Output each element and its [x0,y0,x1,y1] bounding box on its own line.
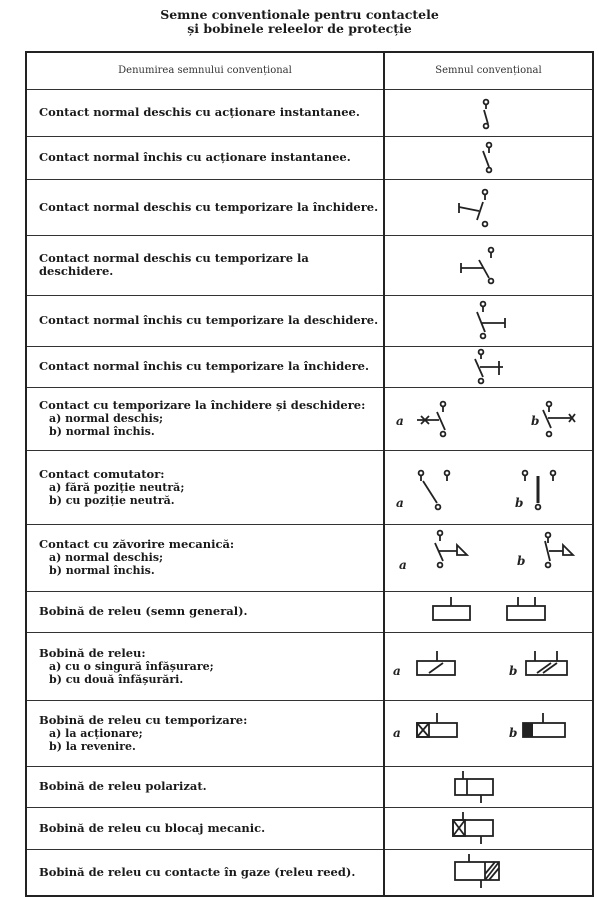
symbol-cell [384,235,593,295]
page-title-line2: și bobinele releelor de protecție [187,21,412,36]
row-subitem: a) fără poziție neutră; [49,480,185,494]
contact-nc-delay-close-symbol [385,347,594,387]
label-b: b [515,495,524,510]
row-subitem: a) la acționare; [49,726,143,740]
label-a: a [396,495,404,510]
table-row [26,89,593,136]
relay-coil-delay-symbol [385,701,594,766]
row-subitem: b) la revenire. [49,739,136,753]
label-a: a [393,663,401,678]
row-name: Contact normal închis cu temporizare la închidere. [26,346,384,387]
symbol-cell [384,632,593,700]
row-subitem: b) cu poziție neutră. [49,493,175,507]
label-a: a [396,413,404,428]
page-title-line1: Semne conventionale pentru contactele [160,7,439,22]
row-name-text: Contact comutator: [39,466,165,481]
symbol-cell [384,849,593,896]
table-row [26,524,593,591]
row-name: Contact normal închis cu temporizare la deschidere. [26,295,384,346]
symbol-cell [384,807,593,849]
table-row [26,179,593,235]
row-name: Contact normal închis cu acționare instantanee. [26,136,384,179]
label-b: b [531,413,540,428]
relay-coil-polarized-symbol [385,767,594,807]
symbol-cell [384,450,593,524]
contact-no-instant-symbol [385,90,594,136]
table-row [26,235,593,295]
row-subitem: a) normal deschis; [49,412,164,425]
relay-coil-mechanical-lock-symbol [385,808,594,849]
label-a: a [393,725,401,740]
table-header-row [26,52,593,89]
symbols-table [25,51,594,897]
label-b: b [509,663,518,678]
label-b: b [517,553,526,568]
table-row [26,632,593,700]
table-row [26,766,593,807]
header-name: Denumirea semnului convențional [26,52,384,89]
row-name [26,632,384,700]
symbol-cell [384,179,593,235]
contact-nc-delay-open-symbol [385,296,594,346]
row-name: Bobină de releu cu contacte în gaze (releu reed). [26,849,384,896]
label-a: a [399,557,407,572]
symbol-cell [384,89,593,136]
table-row [26,849,593,896]
row-name [26,524,384,591]
contact-no-delay-close-symbol [385,180,594,235]
symbol-cell [384,387,593,450]
row-name-text: Contact cu zăvorire mecanică: [39,537,235,551]
relay-coil-general-symbol [385,592,594,632]
contact-changeover-symbol [385,451,594,524]
row-name [26,700,384,766]
table-row [26,591,593,632]
relay-coil-reed-symbol [385,850,594,895]
table-row [26,387,593,450]
row-name: Contact normal deschis cu acționare instantanee. [26,89,384,136]
row-name: Bobină de releu polarizat. [26,766,384,807]
row-name-text: Bobină de releu: [39,645,146,660]
row-subitem: b) cu două înfășurări. [49,672,184,686]
row-subitem: b) normal închis. [49,564,155,577]
table-row [26,700,593,766]
row-name-text: Bobină de releu cu temporizare: [39,712,248,727]
contact-no-delay-open-symbol [385,236,594,295]
table-row [26,136,593,179]
row-name [26,450,384,524]
contact-nc-instant-symbol [385,137,594,179]
table-row [26,807,593,849]
table-row [26,450,593,524]
contact-latched-symbol [385,525,594,591]
symbol-cell [384,591,593,632]
relay-coil-windings-symbol [385,633,594,700]
row-subitem: a) normal deschis; [49,551,164,564]
table-row [26,295,593,346]
row-name-text: Contact cu temporizare la închidere și deschidere: [39,398,366,412]
row-name: Bobină de releu (semn general). [26,591,384,632]
row-name [26,387,384,450]
symbol-cell [384,295,593,346]
table-row [26,346,593,387]
row-name: Bobină de releu cu blocaj mecanic. [26,807,384,849]
symbol-cell [384,346,593,387]
row-subitem: a) cu o singură înfășurare; [49,659,214,673]
contact-delay-both-symbol [385,388,594,450]
row-name: Contact normal deschis cu temporizare la deschidere. [26,235,384,295]
symbol-cell [384,766,593,807]
symbol-cell [384,700,593,766]
symbol-cell [384,136,593,179]
row-name: Contact normal deschis cu temporizare la închidere. [26,179,384,235]
label-b: b [509,725,518,740]
symbol-cell [384,524,593,591]
row-subitem: b) normal închis. [49,425,155,438]
header-symbol: Semnul convențional [384,52,593,89]
